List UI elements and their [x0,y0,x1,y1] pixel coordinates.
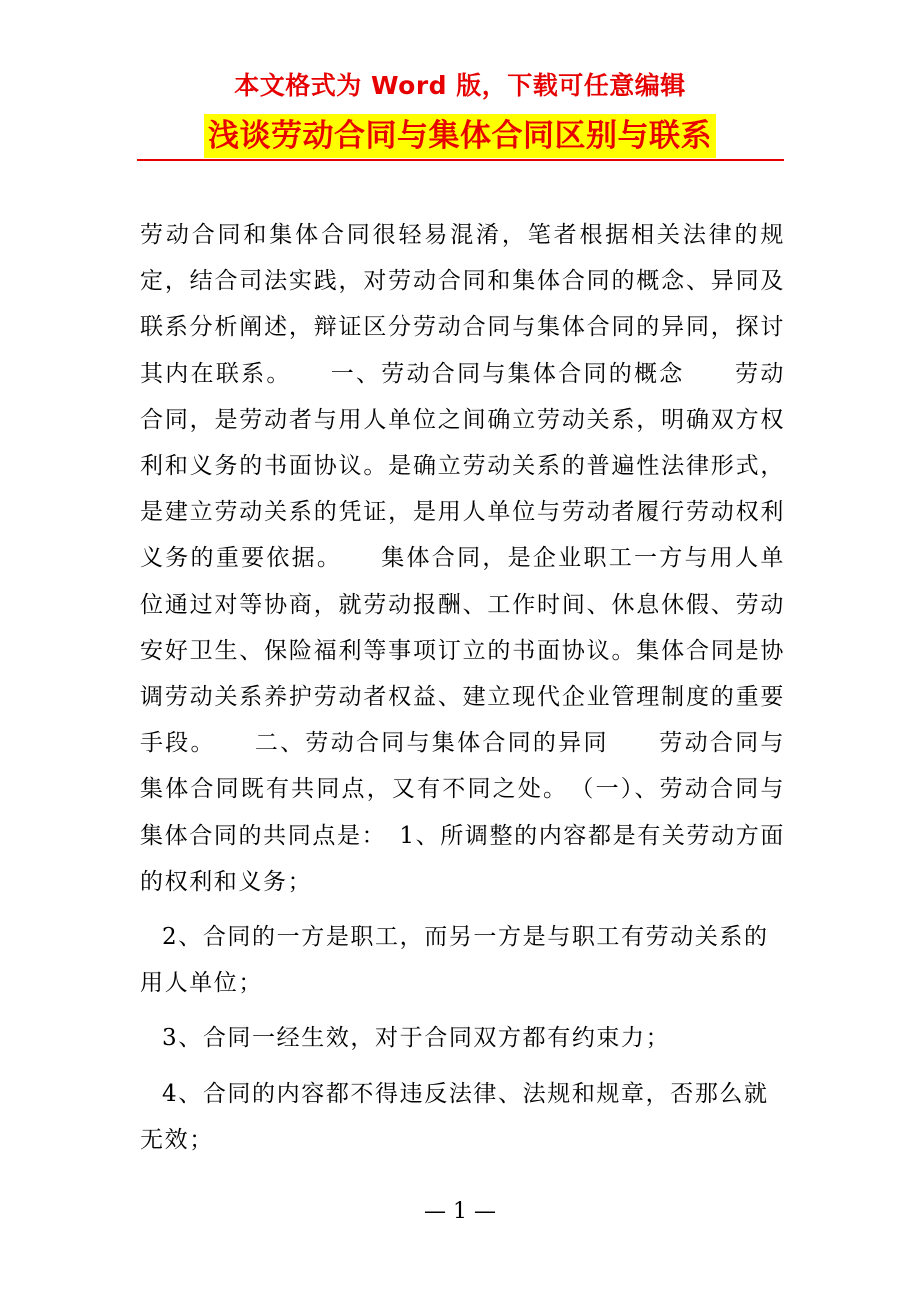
page-number: — 1 — [424,1199,496,1224]
list-item: 3、合同一经生效，对于合同双方都有约束力； [162,1025,671,1052]
list-item: 2、合同的一方是职工，而另一方是与职工有劳动关系的用人单位； [140,924,769,997]
title-container [0,114,920,158]
list-item: 4、合同的内容都不得违反法律、法规和规章，否那么就无效； [140,1080,769,1153]
intro-paragraph: 劳动合同和集体合同很轻易混淆，笔者根据相关法律的规定，结合司法实践，对劳动合同和集体合同的概念、异同及联系分析阐述，辩证区分劳动合同与集体合同的异同，探讨其内在联系。 一、劳动合同与集体合同的概念 劳动合同，是劳动者与用人单位之间确立劳动关系，明确双方权利和义务的书面协议。是确立劳动关系的普遍性法律形式，是建立劳动关系的凭证，是用人单位与劳动者履行劳动权利义务的重要依据。 集体合同，是企业职工一方与用人单位通过对等协商，就劳动报酬、工作时间、休息休假、劳动安好卫生、保险福利等事项订立的书面协议。集体合同是协调劳动关系养护劳动者权益、建立现代企业管理制度的重要手段。 二、劳动合同与集体合同的异同 劳动合同与集体合同既有共同点，又有不同之处。 （一）、劳动合同与集体合同的共同点是： 1、所调整的内容都是有关劳动方面的权利和义务； [140,222,785,895]
document-body [140,212,785,1163]
format-banner: 本文格式为 Word 版，下载可任意编辑 [234,71,686,100]
title-divider [137,159,784,161]
document-title: 浅谈劳动合同与集体合同区别与联系 [204,114,716,158]
